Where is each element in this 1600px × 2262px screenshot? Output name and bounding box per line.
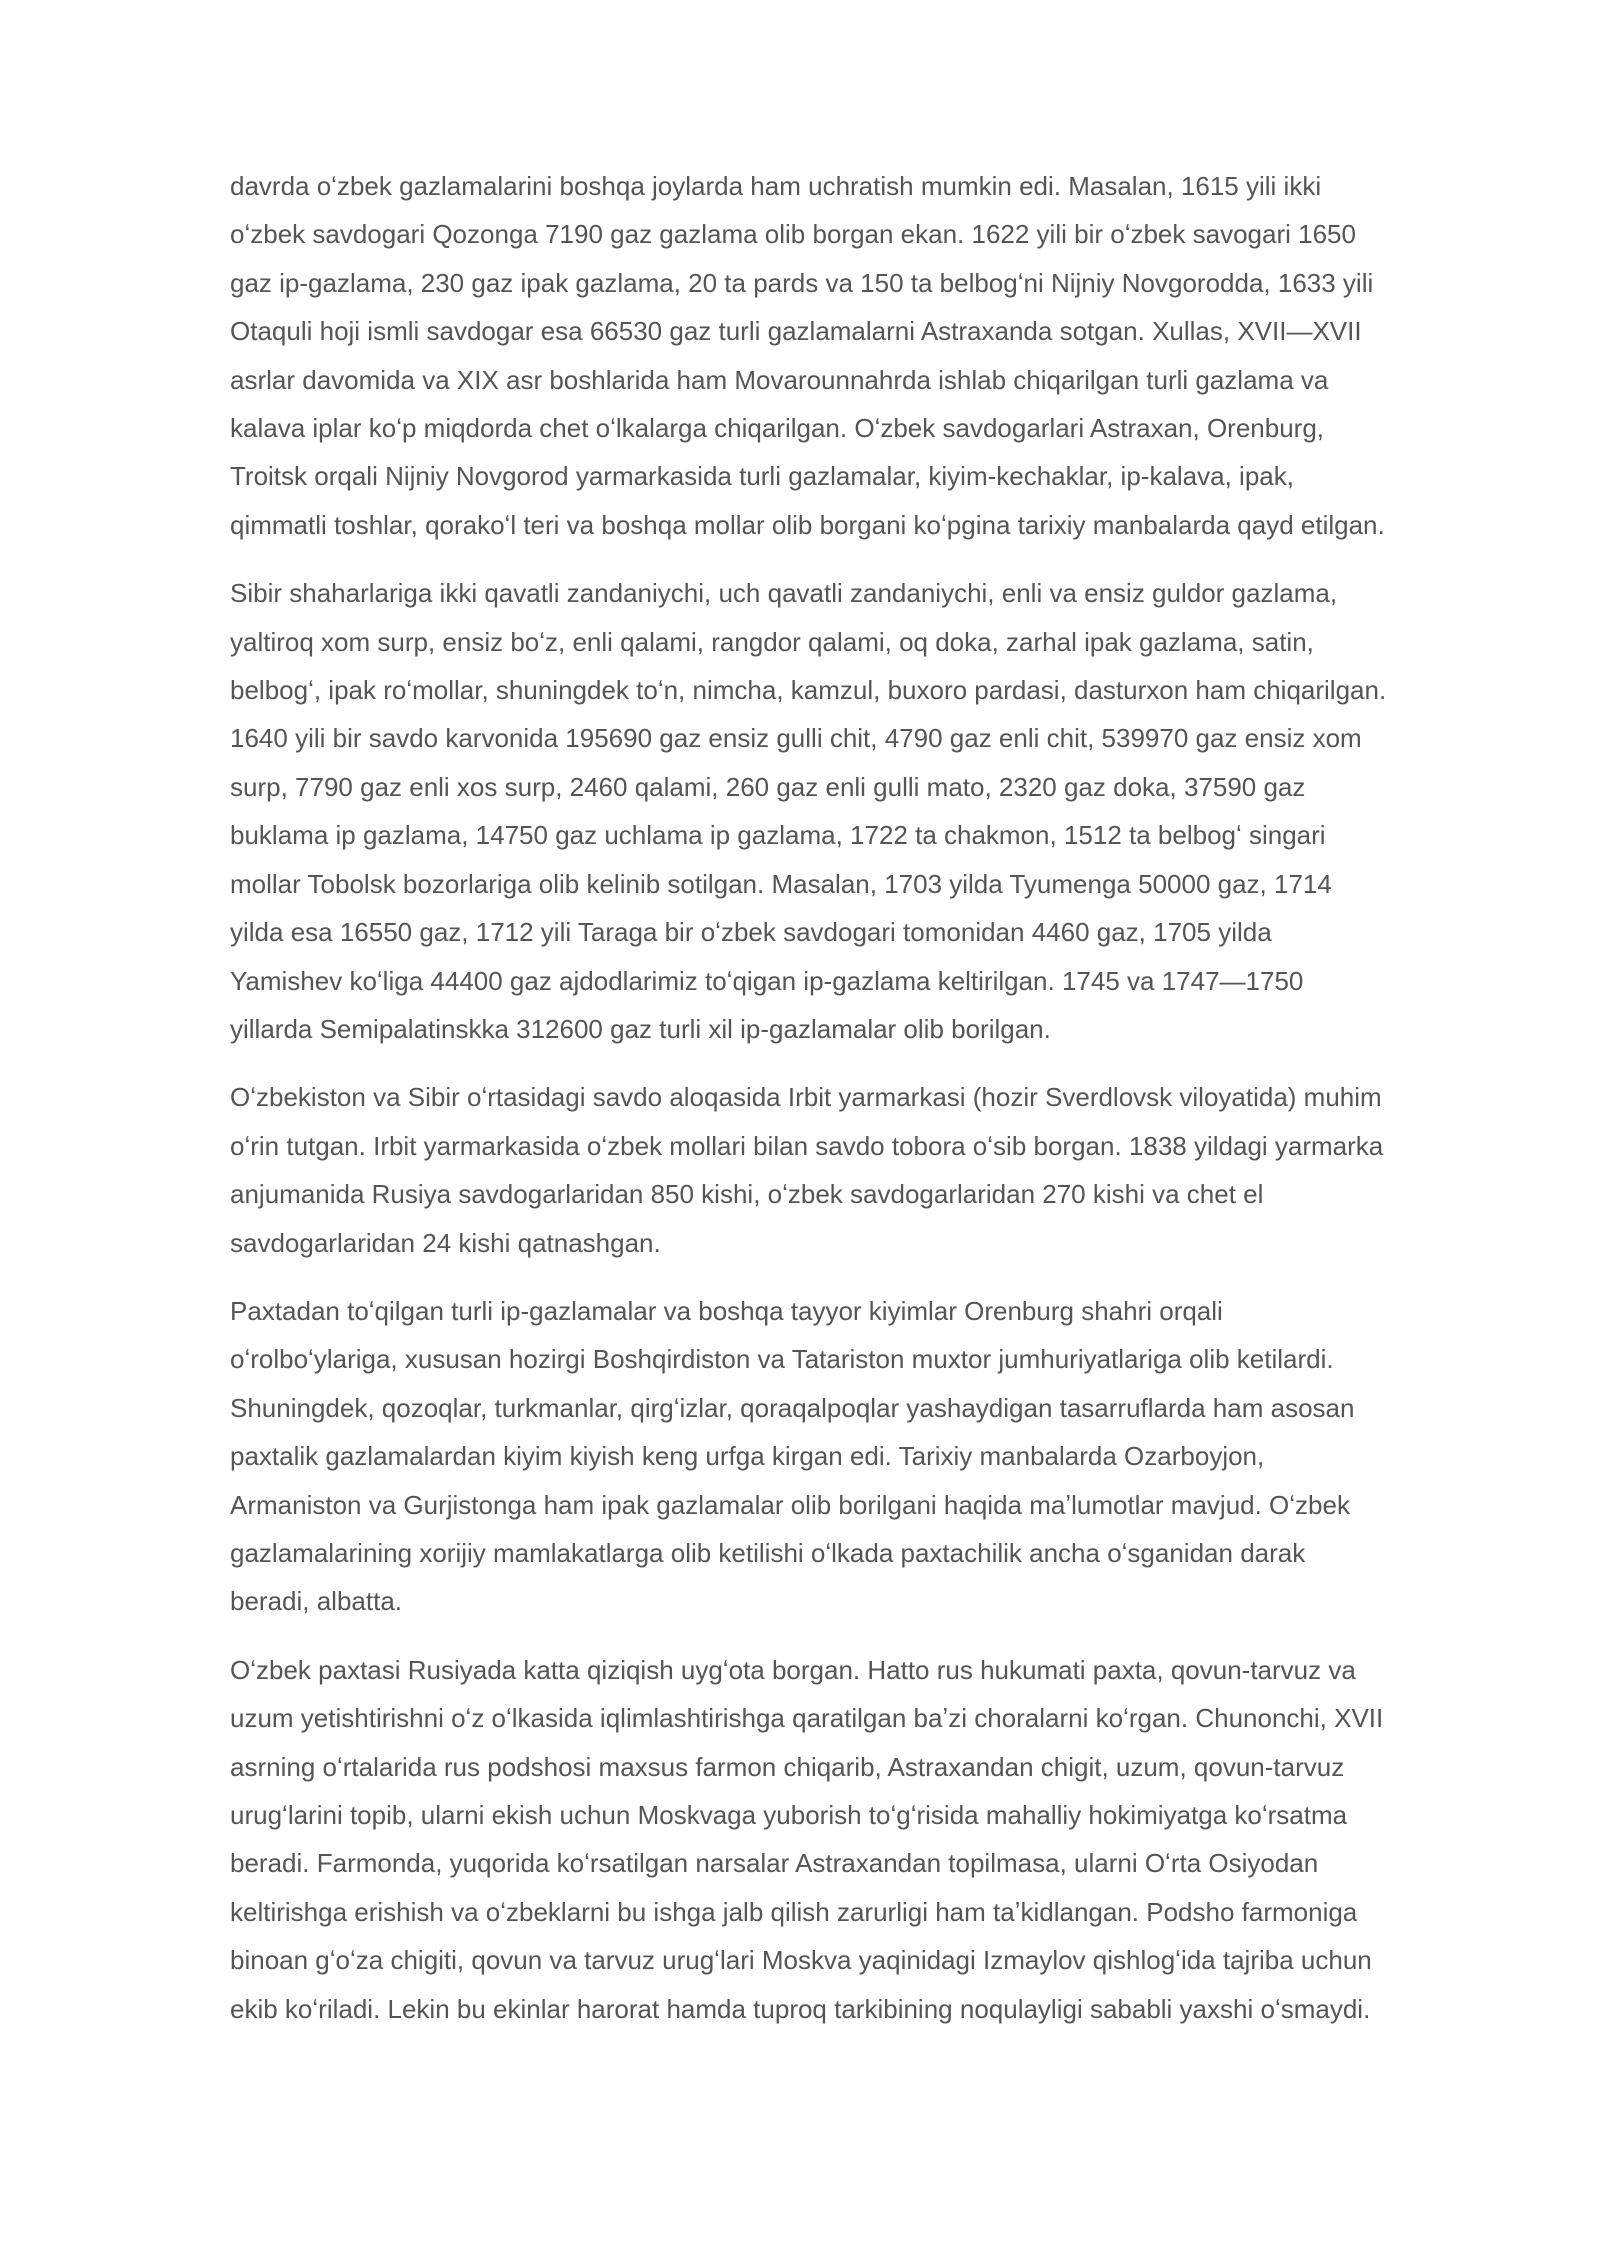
text-line: yaltiroq xom surp, ensiz boʻz, enli qalami, rangdor qalami, oq doka, zarhal ipak gazlama, satin, <box>230 626 1314 657</box>
text-line: Troitsk orqali Nijniy Novgorod yarmarkasida turli gazlamalar, kiyim-kechaklar, ip-kalava, ipak, <box>230 461 1294 492</box>
text-line: keltirishga erishish va oʻzbeklarni bu ishga jalb qilish zarurligi ham taʼkidlangan. Podsho farmoniga <box>230 1896 1358 1927</box>
text-line: urugʻlarini topib, ularni ekish uchun Moskvaga yuborish toʻgʻrisida mahalliy hokimiyatga koʻrsatma <box>230 1800 1348 1830</box>
text-line: gazlamalarining xorijiy mamlakatlarga olib ketilishi oʻlkada paxtachilik ancha oʻsganidan darak <box>230 1537 1306 1568</box>
paragraph-5 <box>230 1646 1500 2033</box>
paragraph-2 <box>230 569 1500 1053</box>
text-line: Armaniston va Gurjistonga ham ipak gazlamalar olib borilgani haqida maʼlumotlar mavjud. Oʻzbek <box>230 1489 1350 1520</box>
text-line: Sibir shaharlariga ikki qavatli zandaniychi, uch qavatli zandaniychi, enli va ensiz guldor gazlama, <box>230 578 1338 609</box>
text-line: oʻzbek savdogari Qozonga 7190 gaz gazlama olib borgan ekan. 1622 yili bir oʻzbek savogari 1650 <box>230 219 1356 250</box>
text-line: beradi. Farmonda, yuqorida koʻrsatilgan narsalar Astraxandan topilmasa, ularni Oʻrta Osiyodan <box>230 1848 1319 1879</box>
text-line: uzum yetishtirishni oʻz oʻlkasida iqlimlashtirishga qaratilgan baʼzi choralarni koʻrgan. Chunonchi, XVII <box>230 1703 1384 1734</box>
text-line: yillarda Semipalatinskka 312600 gaz turli xil ip-gazlamalar olib borilgan. <box>230 1013 1051 1044</box>
text-line: mollar Tobolsk bozorlariga olib kelinib sotilgan. Masalan, 1703 yilda Tyumenga 50000 gaz, 1714 <box>230 868 1332 899</box>
text-line: binoan gʻoʻza chigiti, qovun va tarvuz urugʻlari Moskva yaqinidagi Izmaylov qishlogʻida tajriba uchun <box>230 1945 1372 1976</box>
text-line: yilda esa 16550 gaz, 1712 yili Taraga bir oʻzbek savdogari tomonidan 4460 gaz, 1705 yilda <box>230 917 1272 948</box>
text-line: savdogarlaridan 24 kishi qatnashgan. <box>230 1227 661 1258</box>
text-line: gaz ip-gazlama, 230 gaz ipak gazlama, 20 ta pards va 150 ta belbogʻni Nijniy Novgorodda, 1633 yili <box>230 267 1374 298</box>
text-line: Otaquli hoji ismli savdogar esa 66530 gaz turli gazlamalarni Astraxanda sotgan. Xullas, XVII—XVII <box>230 316 1362 347</box>
text-line: Paxtadan toʻqilgan turli ip-gazlamalar va boshqa tayyor kiyimlar Orenburg shahri orqali <box>230 1295 1223 1326</box>
text-line: oʻrolboʻylariga, xususan hozirgi Boshqirdiston va Tatariston muxtor jumhuriyatlariga olib ketilardi. <box>230 1344 1334 1375</box>
text-line: Shuningdek, qozoqlar, turkmanlar, qirgʻizlar, qoraqalpoqlar yashaydigan tasarruflarda ham asosan <box>230 1392 1355 1423</box>
text-line: qimmatli toshlar, qorakoʻl teri va boshqa mollar olib borgani koʻpgina tarixiy manbalarda qayd etilgan. <box>230 509 1385 540</box>
text-line: buklama ip gazlama, 14750 gaz uchlama ip gazlama, 1722 ta chakmon, 1512 ta belbogʻ singari <box>230 820 1326 851</box>
text-line: paxtalik gazlamalardan kiyim kiyish keng urfga kirgan edi. Tarixiy manbalarda Ozarboyjon, <box>230 1441 1265 1472</box>
text-line: oʻrin tutgan. Irbit yarmarkasida oʻzbek mollari bilan savdo tobora oʻsib borgan. 1838 yildagi yarmarka <box>230 1130 1384 1161</box>
text-line: 1640 yili bir savdo karvonida 195690 gaz ensiz gulli chit, 4790 gaz enli chit, 539970 gaz ensiz xom <box>230 723 1362 754</box>
text-line: anjumanida Rusiya savdogarlaridan 850 kishi, oʻzbek savdogarlaridan 270 kishi va chet el <box>230 1179 1264 1210</box>
text-line: asrlar davomida va XIX asr boshlarida ham Movarounnahrda ishlab chiqarilgan turli gazlama va <box>230 364 1329 395</box>
text-line: Yamishev koʻliga 44400 gaz ajdodlarimiz toʻqigan ip-gazlama keltirilgan. 1745 va 1747—1750 <box>230 965 1304 996</box>
text-line: davrda oʻzbek gazlamalarini boshqa joylarda ham uchratish mumkin edi. Masalan, 1615 yili ikki <box>230 171 1322 201</box>
text-line: Oʻzbekiston va Sibir oʻrtasidagi savdo aloqasida Irbit yarmarkasi (hozir Sverdlovsk viloyatida) muhim <box>230 1082 1382 1113</box>
text-line: surp, 7790 gaz enli xos surp, 2460 qalami, 260 gaz enli gulli mato, 2320 gaz doka, 37590 gaz <box>230 771 1306 802</box>
text-line: asrning oʻrtalarida rus podshosi maxsus farmon chiqarib, Astraxandan chigit, uzum, qovun-tarvuz <box>230 1751 1345 1782</box>
text-line: Oʻzbek paxtasi Rusiyada katta qiziqish uygʻota borgan. Hatto rus hukumati paxta, qovun-tarvuz va <box>230 1654 1356 1685</box>
paragraph-3 <box>230 1073 1500 1267</box>
text-line: ekib koʻriladi. Lekin bu ekinlar harorat hamda tuproq tarkibining noqulayligi sababli yaxshi oʻsmaydi. <box>230 1993 1371 2024</box>
paragraph-4 <box>230 1287 1500 1626</box>
paragraph-1 <box>230 162 1500 549</box>
text-line: beradi, albatta. <box>230 1586 403 1617</box>
text-line: belbogʻ, ipak roʻmollar, shuningdek toʻn, nimcha, kamzul, buxoro pardasi, dasturxon ham chiqarilgan. <box>230 675 1387 706</box>
document-body <box>230 162 1500 2053</box>
text-line: kalava iplar koʻp miqdorda chet oʻlkalarga chiqarilgan. Oʻzbek savdogarlari Astraxan, Orenburg, <box>230 413 1325 444</box>
